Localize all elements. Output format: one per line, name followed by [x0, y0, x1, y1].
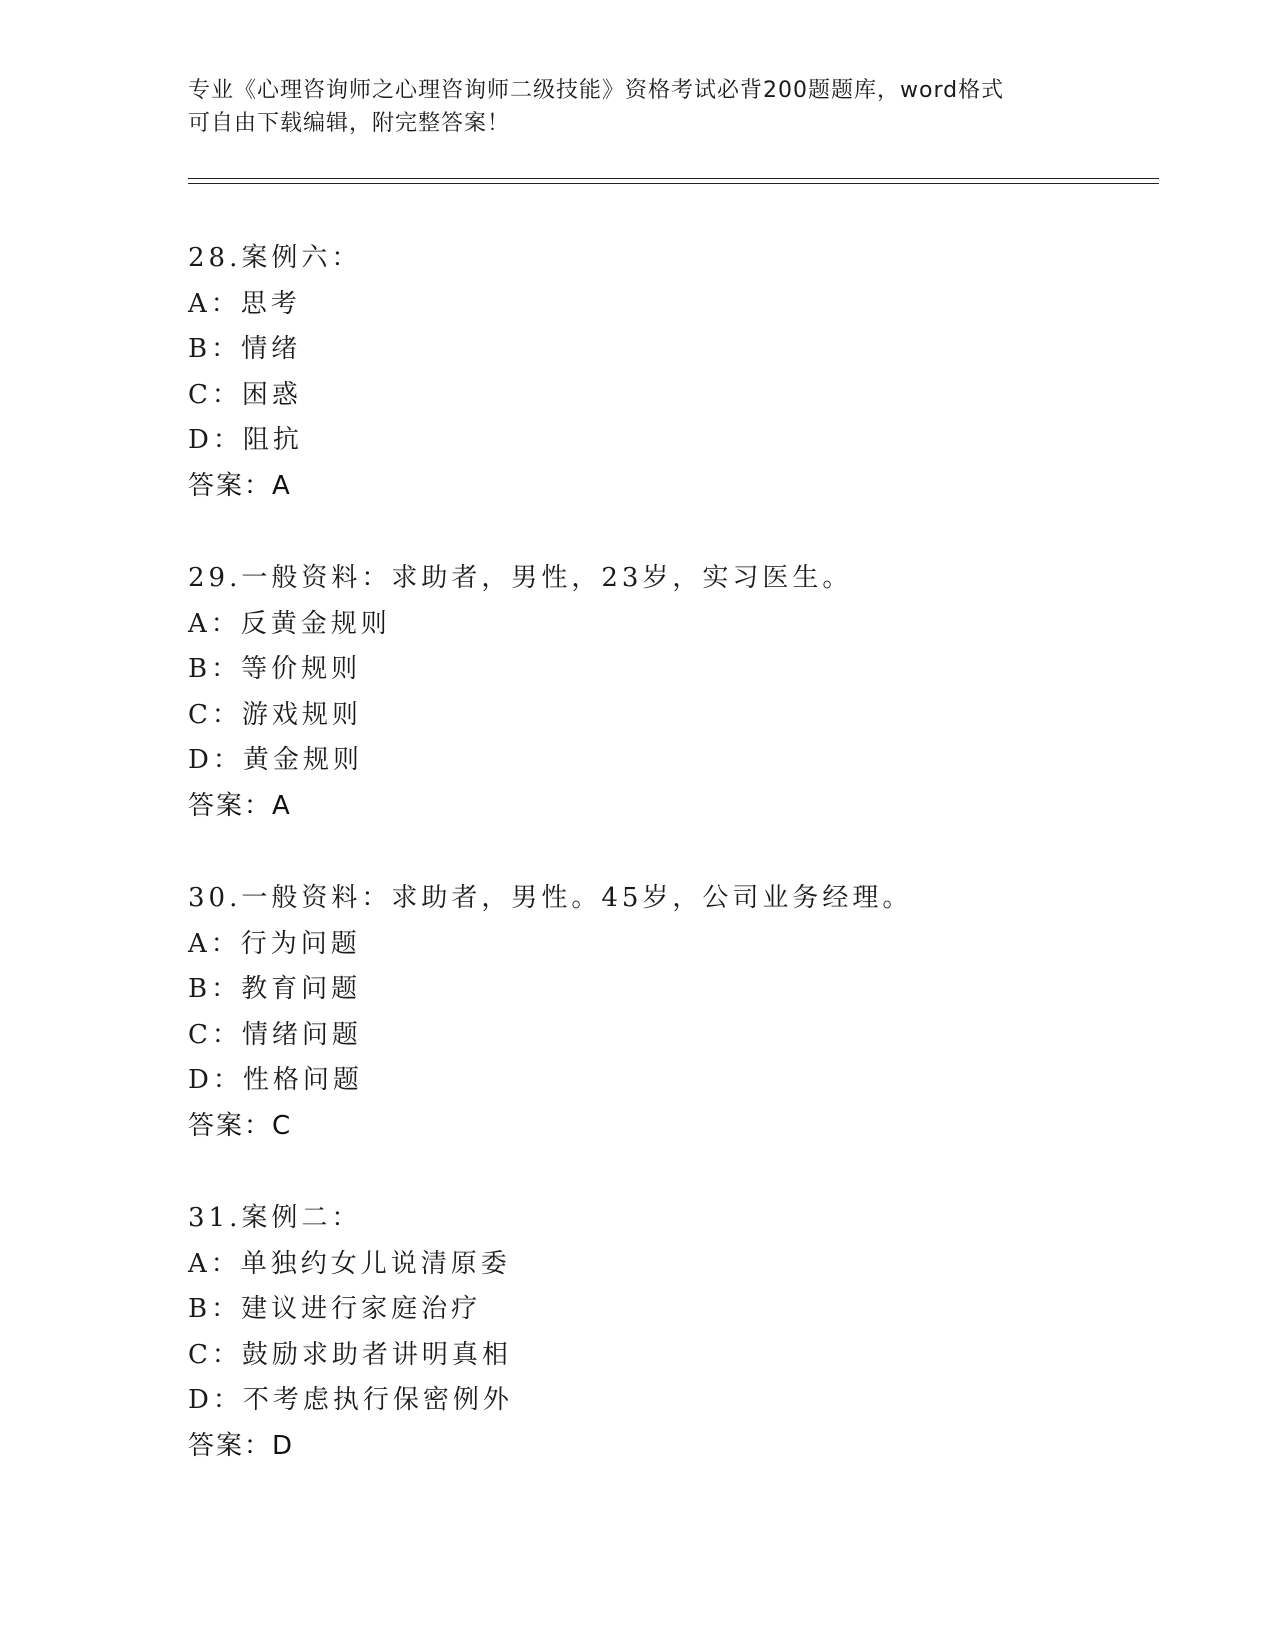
question-28: [188, 236, 1148, 556]
option-d: D：不考虑执行保密例外: [188, 1385, 513, 1415]
option-d: D：阻抗: [188, 425, 303, 455]
answer-line: 答案：A: [188, 470, 292, 501]
option-c: C：困惑: [188, 379, 302, 410]
option-a: A：反黄金规则: [188, 608, 391, 639]
option-b: B：建议进行家庭治疗: [188, 1294, 482, 1324]
option-a: A：思考: [188, 288, 301, 319]
question-stem: 30.一般资料：求助者，男性。45岁，公司业务经理。: [188, 883, 913, 913]
answer-line: 答案：C: [188, 1110, 293, 1141]
option-a: A：行为问题: [188, 928, 361, 959]
option-a: A：单独约女儿说清原委: [188, 1248, 511, 1279]
option-b: B：教育问题: [188, 974, 362, 1004]
option-d: D：性格问题: [188, 1065, 363, 1095]
question-stem: 29.一般资料：求助者，男性，23岁，实习医生。: [188, 563, 853, 593]
question-list: [188, 236, 1148, 1516]
option-b: B：等价规则: [188, 654, 362, 684]
option-c: C：鼓励求助者讲明真相: [188, 1339, 512, 1370]
answer-line: 答案：A: [188, 790, 292, 821]
header-divider-top: [188, 178, 1159, 179]
document-header: [188, 74, 1088, 140]
option-c: C：游戏规则: [188, 699, 362, 730]
header-line-1: 专业《心理咨询师之心理咨询师二级技能》资格考试必背200题题库，word格式: [188, 78, 1005, 103]
option-c: C：情绪问题: [188, 1019, 362, 1050]
answer-line: 答案：D: [188, 1430, 295, 1461]
option-b: B：情绪: [188, 334, 302, 364]
question-stem: 31.案例二：: [188, 1203, 362, 1233]
question-29: [188, 556, 1148, 876]
question-30: [188, 876, 1148, 1196]
header-divider-bottom: [188, 183, 1159, 184]
header-line-2: 可自由下载编辑，附完整答案！: [188, 111, 511, 136]
option-d: D：黄金规则: [188, 745, 363, 775]
question-31: [188, 1196, 1148, 1516]
question-stem: 28.案例六：: [188, 243, 362, 273]
